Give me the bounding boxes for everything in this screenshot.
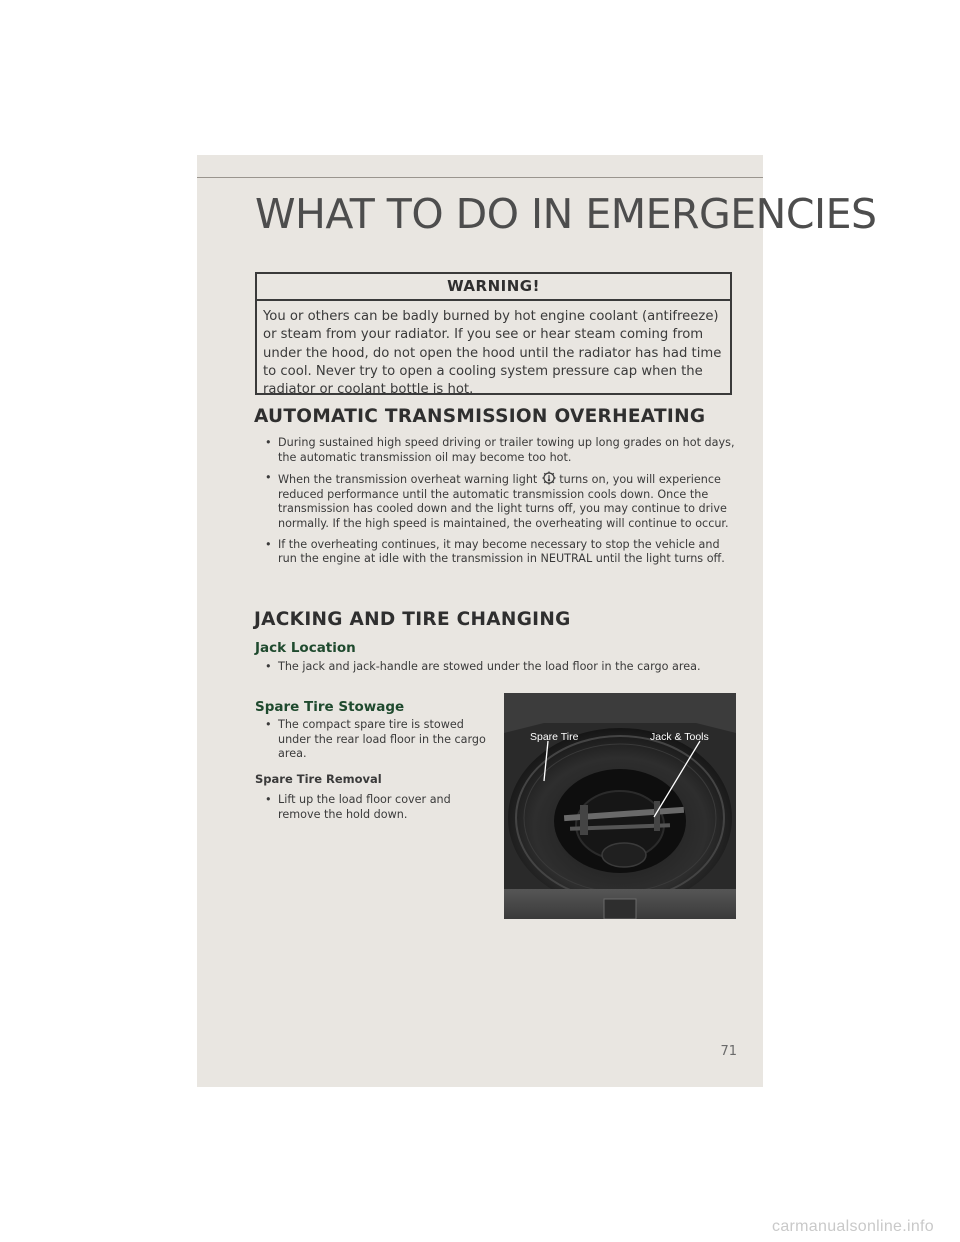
jack-location-bullets (265, 660, 740, 681)
spare-stowage-heading: Spare Tire Stowage (255, 699, 405, 715)
spare-removal-heading: Spare Tire Removal (255, 772, 382, 786)
spare-tire-label: Spare Tire (530, 731, 579, 743)
section-title: WHAT TO DO IN EMERGENCIES (255, 190, 877, 238)
list-item: • When the transmission overheat warning light turns on, you will experience reduced performance until the automatic transmission cools down. Once the transmission has cooled down and the light turns off, you may continue to drive normally. If the high speed is maintained, the overheating will continue to occur. (265, 471, 729, 530)
warning-light-text-before: When the transmission overheat warning light (278, 473, 538, 487)
list-item: • The compact spare tire is stowed under the rear load floor in the cargo area. (265, 718, 486, 761)
transmission-temperature-icon (540, 471, 558, 485)
jacking-heading: JACKING AND TIRE CHANGING (254, 609, 571, 630)
list-item: • The jack and jack-handle are stowed under the load floor in the cargo area. (265, 660, 701, 673)
watermark: carmanualsonline.info (772, 1218, 934, 1235)
list-item: • During sustained high speed driving or trailer towing up long grades on hot days, the automatic transmission oil may become too hot. (265, 436, 735, 464)
manual-page (197, 155, 877, 1087)
transmission-bullets (265, 436, 740, 573)
warning-light-text-after: turns on, you will experience reduced performance until the automatic transmission cools down. Once the transmission has cooled down and the light turns off, you may continue to drive normally. If the high speed is maintained, the overheating will continue to occur. (278, 473, 729, 530)
page-number: 71 (720, 1044, 737, 1059)
spare-removal-bullets (265, 793, 490, 828)
spare-stowage-bullets (265, 718, 490, 768)
list-item: • If the overheating continues, it may become necessary to stop the vehicle and run the engine at idle with the transmission in NEUTRAL until the light turns off. (265, 537, 725, 566)
jack-tools-label: Jack & Tools (650, 731, 709, 743)
jack-location-heading: Jack Location (255, 640, 356, 656)
spare-tire-photo (504, 693, 736, 919)
warning-text: You or others can be badly burned by hot engine coolant (antifreeze) or steam from your radiator. If you see or hear steam coming from under the hood, do not open the hood until the radiator has had time to cool. Never try to open a cooling system pressure cap when the radiator or coolant bottle is hot. (263, 309, 722, 398)
list-item: • Lift up the load floor cover and remove the hold down. (265, 793, 451, 821)
header-rule (197, 177, 763, 178)
warning-box (255, 272, 732, 398)
warning-title: WARNING! (257, 274, 730, 301)
transmission-heading: AUTOMATIC TRANSMISSION OVERHEATING (254, 406, 706, 427)
